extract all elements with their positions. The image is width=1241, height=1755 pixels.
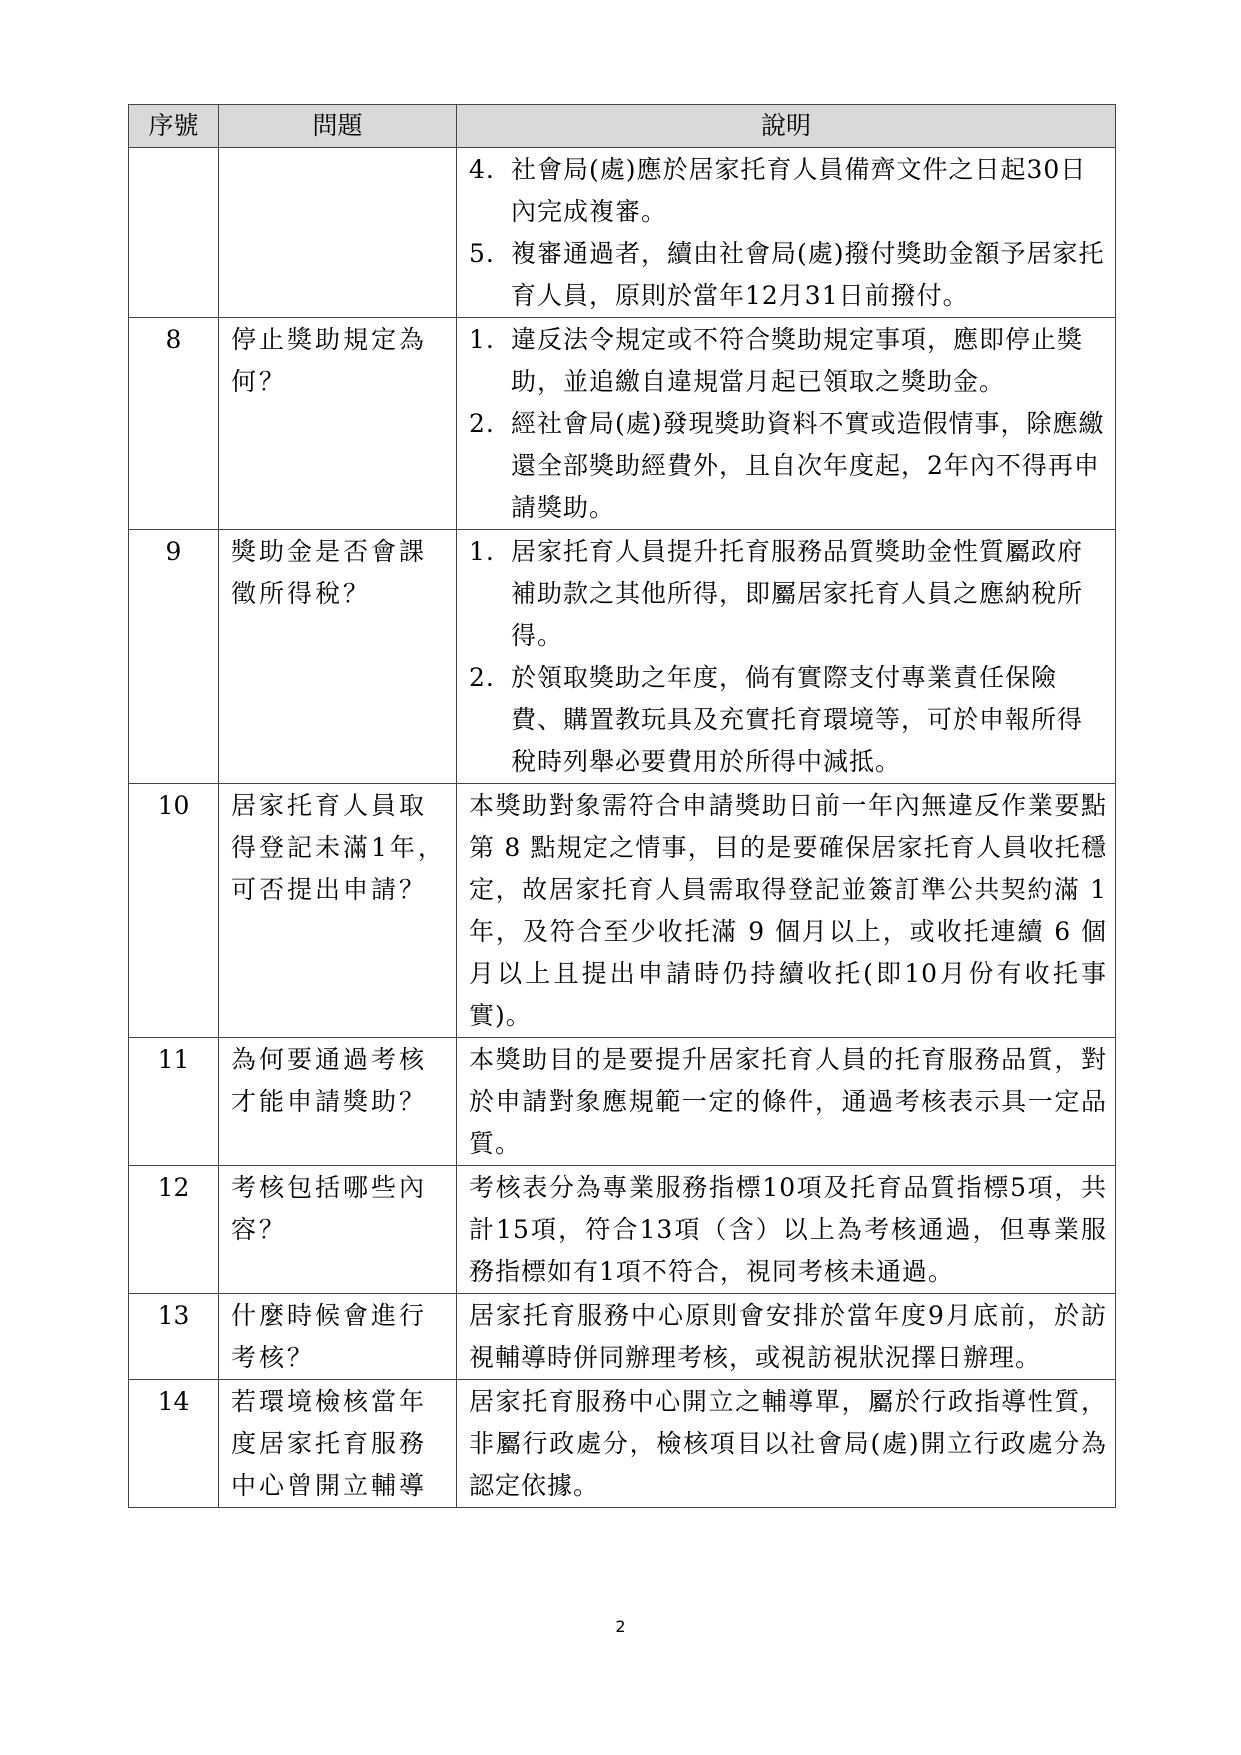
answer-list-item [469, 657, 1107, 783]
table-row [129, 148, 1116, 318]
row-answer: 考核表分為專業服務指標10項及托育品質指標5項，共計15項，符合13項（含）以上為考核通過，但專業服務指標如有1項不符合，視同考核未通過。 [457, 1166, 1116, 1294]
row-question: 為何要通過考核才能申請獎助？ [219, 1038, 457, 1166]
item-number: 5. [469, 239, 495, 268]
item-text: 居家托育人員提升托育服務品質獎助金性質屬政府補助款之其他所得，即屬居家托育人員之應納稅所得。 [511, 537, 1084, 650]
answer-list-item [469, 403, 1107, 529]
row-answer: 本獎助對象需符合申請獎助日前一年內無違反作業要點第 8 點規定之情事，目的是要確保居家托育人員收托穩定，故居家托育人員需取得登記並簽訂準公共契約滿 1 年，及符合至少收托滿 9 個月以上，或收托連續 6 個月以上且提出申請時仍持續收托(即10月份有收托事實)。 [457, 784, 1116, 1038]
item-number: 1. [469, 537, 495, 566]
row-number: 10 [129, 784, 219, 1038]
answer-list-item [469, 233, 1107, 317]
item-number: 2. [469, 409, 495, 438]
table-row [129, 1038, 1116, 1166]
table-row [129, 1294, 1116, 1380]
row-question: 停止獎助規定為何？ [219, 318, 457, 530]
row-question: 若環境檢核當年度居家托育服務中心曾開立輔導 [219, 1380, 457, 1508]
item-text: 社會局(處)應於居家托育人員備齊文件之日起30日內完成複審。 [511, 155, 1087, 226]
header-number: 序號 [129, 105, 219, 148]
answer-list-item [469, 149, 1107, 233]
answer-list-item [469, 531, 1107, 657]
row-question: 居家托育人員取得登記未滿1年，可否提出申請？ [219, 784, 457, 1038]
row-number [129, 148, 219, 318]
row-question: 獎助金是否會課徵所得稅？ [219, 530, 457, 784]
row-number: 12 [129, 1166, 219, 1294]
row-number: 14 [129, 1380, 219, 1508]
item-text: 複審通過者，續由社會局(處)撥付獎助金額予居家托育人員，原則於當年12月31日前撥付。 [511, 239, 1105, 310]
item-text: 違反法令規定或不符合獎助規定事項，應即停止獎助，並追繳自違規當月起已領取之獎助金。 [511, 325, 1084, 396]
row-answer: 居家托育服務中心開立之輔導單，屬於行政指導性質，非屬行政處分，檢核項目以社會局(處)開立行政處分為認定依據。 [457, 1380, 1116, 1508]
item-number: 1. [469, 325, 495, 354]
row-number: 8 [129, 318, 219, 530]
table-row [129, 784, 1116, 1038]
header-question: 問題 [219, 105, 457, 148]
row-number: 9 [129, 530, 219, 784]
page-number: 2 [615, 1617, 626, 1636]
row-question: 考核包括哪些內容？ [219, 1166, 457, 1294]
item-number: 2. [469, 663, 495, 692]
row-number: 13 [129, 1294, 219, 1380]
row-answer: 居家托育服務中心原則會安排於當年度9月底前，於訪視輔導時併同辦理考核，或視訪視狀況擇日辦理。 [457, 1294, 1116, 1380]
row-answer: 本獎助目的是要提升居家托育人員的托育服務品質，對於申請對象應規範一定的條件，通過考核表示具一定品質。 [457, 1038, 1116, 1166]
item-text: 經社會局(處)發現獎助資料不實或造假情事，除應繳還全部獎助經費外，且自次年度起，2年內不得再申請獎助。 [511, 409, 1105, 522]
faq-table [128, 104, 1116, 1508]
item-number: 4. [469, 155, 495, 184]
header-answer: 說明 [457, 105, 1116, 148]
table-row [129, 1166, 1116, 1294]
row-answer [457, 148, 1116, 318]
table-row [129, 1380, 1116, 1508]
row-number: 11 [129, 1038, 219, 1166]
table-row [129, 530, 1116, 784]
row-answer [457, 530, 1116, 784]
item-text: 於領取獎助之年度，倘有實際支付專業責任保險費、購置教玩具及充實托育環境等，可於申報所得稅時列舉必要費用於所得中減抵。 [511, 663, 1084, 776]
answer-list-item [469, 319, 1107, 403]
row-question [219, 148, 457, 318]
row-answer [457, 318, 1116, 530]
row-question: 什麼時候會進行考核？ [219, 1294, 457, 1380]
table-header-row [129, 105, 1116, 148]
table-row [129, 318, 1116, 530]
